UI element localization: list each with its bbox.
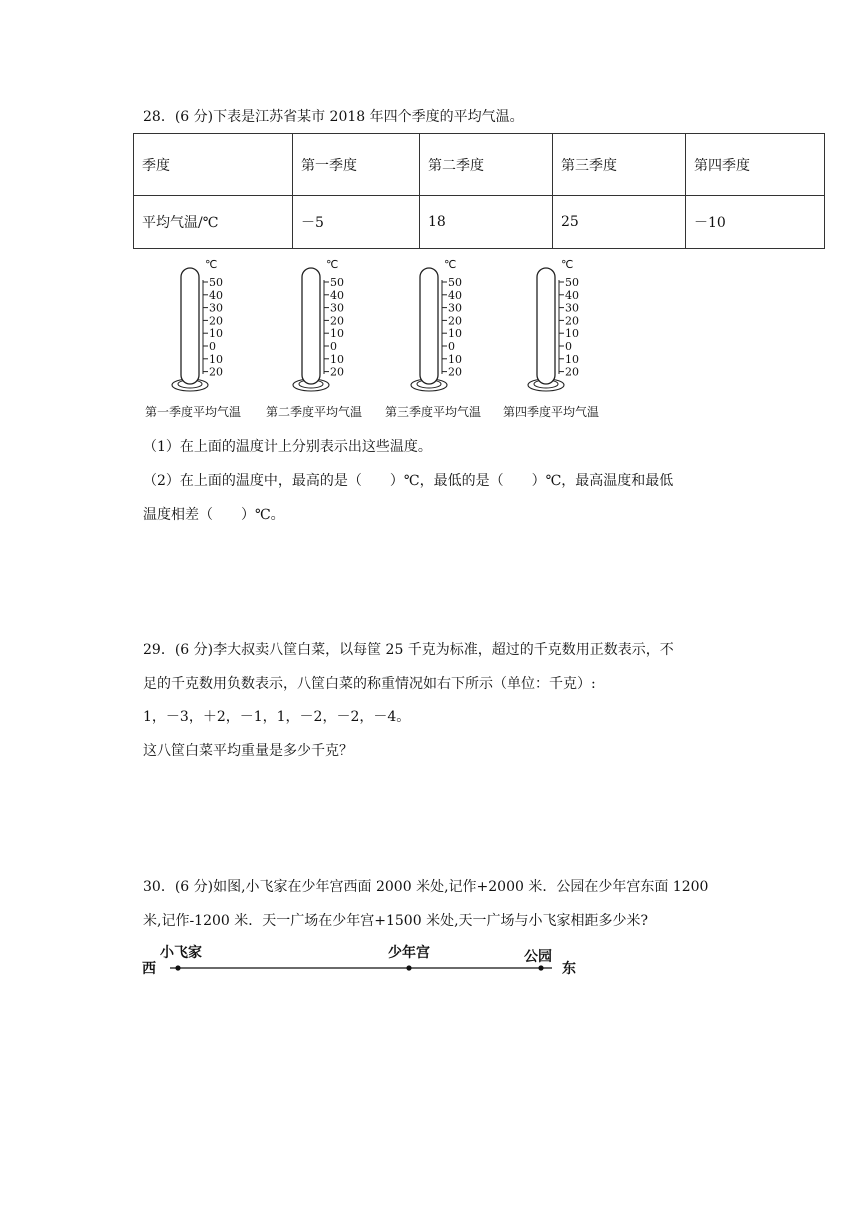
point-label: 小飞家 (160, 945, 202, 961)
scale-tick-label: 20 (209, 365, 223, 379)
unit-label: ℃ (561, 258, 574, 271)
unit-label: ℃ (444, 258, 457, 271)
scale-tick-label: 10 (448, 327, 462, 341)
q29-line2: 足的千克数用负数表示，八筐白菜的称重情况如右下所示（单位：千克）: (143, 676, 596, 692)
point-label: 少年宫 (388, 945, 430, 961)
table-header-cell: 第二季度 (420, 134, 553, 196)
scale-tick-label: 40 (565, 288, 579, 302)
number-line (140, 942, 590, 982)
scale-tick-label: 10 (209, 352, 223, 366)
scale-tick-label: 20 (448, 365, 462, 379)
scale-tick-label: 20 (565, 314, 579, 328)
scale-tick-label: 40 (448, 288, 462, 302)
thermometer-label: 第四季度平均气温 (503, 405, 600, 419)
scale-tick-label: 0 (448, 340, 455, 353)
thermometer-q4 (522, 258, 632, 398)
table-header-row (134, 134, 825, 196)
thermometer-q1 (166, 258, 276, 398)
q28-intro: 28．(6 分)下表是江苏省某市 2018 年四个季度的平均气温。 (143, 109, 524, 125)
table-cell: －5 (293, 196, 420, 249)
point-marker (175, 965, 180, 970)
table-row (134, 196, 825, 249)
thermometer-drawing (405, 258, 515, 398)
table-header-cell: 第四季度 (686, 134, 825, 196)
thermometer-label: 第三季度平均气温 (385, 405, 482, 419)
temperature-table (133, 133, 825, 249)
scale-tick-label: 30 (330, 301, 344, 315)
scale-tick-label: 10 (448, 352, 462, 366)
scale-tick-label: 10 (565, 352, 579, 366)
scale-tick-label: 10 (330, 327, 344, 341)
q28-sub2-line2: 温度相差（ ）℃。 (143, 507, 285, 523)
scale-tick-label: 50 (330, 276, 344, 289)
scale-tick-label: 40 (330, 288, 344, 302)
scale-tick-label: 20 (330, 365, 344, 379)
scale-tick-label: 20 (209, 314, 223, 328)
point-marker (406, 965, 411, 970)
scale-tick-label: 20 (565, 365, 579, 379)
scale-tick-label: 30 (565, 301, 579, 315)
scale-tick-label: 50 (448, 276, 462, 289)
table-cell: 25 (553, 196, 686, 249)
table-cell: 18 (420, 196, 553, 249)
scale-tick-label: 50 (565, 276, 579, 289)
thermometer-q3 (405, 258, 515, 398)
unit-label: ℃ (326, 258, 339, 271)
thermometer-drawing (166, 258, 276, 398)
q29-question: 这八筐白菜平均重量是多少千克？ (143, 743, 353, 759)
table-cell: －10 (686, 196, 825, 249)
table-header-cell: 第一季度 (293, 134, 420, 196)
thermometer-label: 第二季度平均气温 (266, 405, 363, 419)
q30-line2: 米,记作-1200 米．天一广场在少年宫+1500 米处,天一广场与小飞家相距多少米? (143, 913, 649, 929)
table-row-label: 平均气温/℃ (134, 196, 293, 249)
scale-tick-label: 30 (448, 301, 462, 315)
scale-tick-label: 20 (448, 314, 462, 328)
thermometer-drawing (522, 258, 632, 398)
q29-line1: 29．(6 分)李大叔卖八筐白菜，以每筐 25 千克为标准，超过的千克数用正数表示，不 (143, 642, 674, 658)
q29-data: 1，－3，＋2，－1，1，－2，－2，－4。 (143, 709, 411, 725)
q28-sub2-line1: （2）在上面的温度中，最高的是（ ）℃，最低的是（ ）℃，最高温度和最低 (143, 473, 674, 489)
q28-sub1: （1）在上面的温度计上分别表示出这些温度。 (143, 439, 432, 455)
scale-tick-label: 0 (209, 340, 216, 353)
scale-tick-label: 0 (330, 340, 337, 353)
unit-label: ℃ (205, 258, 218, 271)
scale-tick-label: 40 (209, 288, 223, 302)
scale-tick-label: 50 (209, 276, 223, 289)
scale-tick-label: 10 (330, 352, 344, 366)
west-label: 西 (142, 961, 156, 977)
east-label: 东 (562, 961, 576, 977)
q30-line1: 30．(6 分)如图,小飞家在少年宫西面 2000 米处,记作+2000 米．公园在少年宫东面 1200 (143, 879, 709, 895)
scale-tick-label: 10 (209, 327, 223, 341)
thermometer-drawing (287, 258, 397, 398)
scale-tick-label: 0 (565, 340, 572, 353)
point-label: 公园 (524, 949, 552, 965)
scale-tick-label: 10 (565, 327, 579, 341)
point-marker (538, 965, 543, 970)
table-header-cell: 第三季度 (553, 134, 686, 196)
number-line-axis (140, 942, 590, 982)
thermometer-q2 (287, 258, 397, 398)
table-header-cell: 季度 (134, 134, 293, 196)
thermometer-label: 第一季度平均气温 (145, 405, 242, 419)
scale-tick-label: 30 (209, 301, 223, 315)
scale-tick-label: 20 (330, 314, 344, 328)
